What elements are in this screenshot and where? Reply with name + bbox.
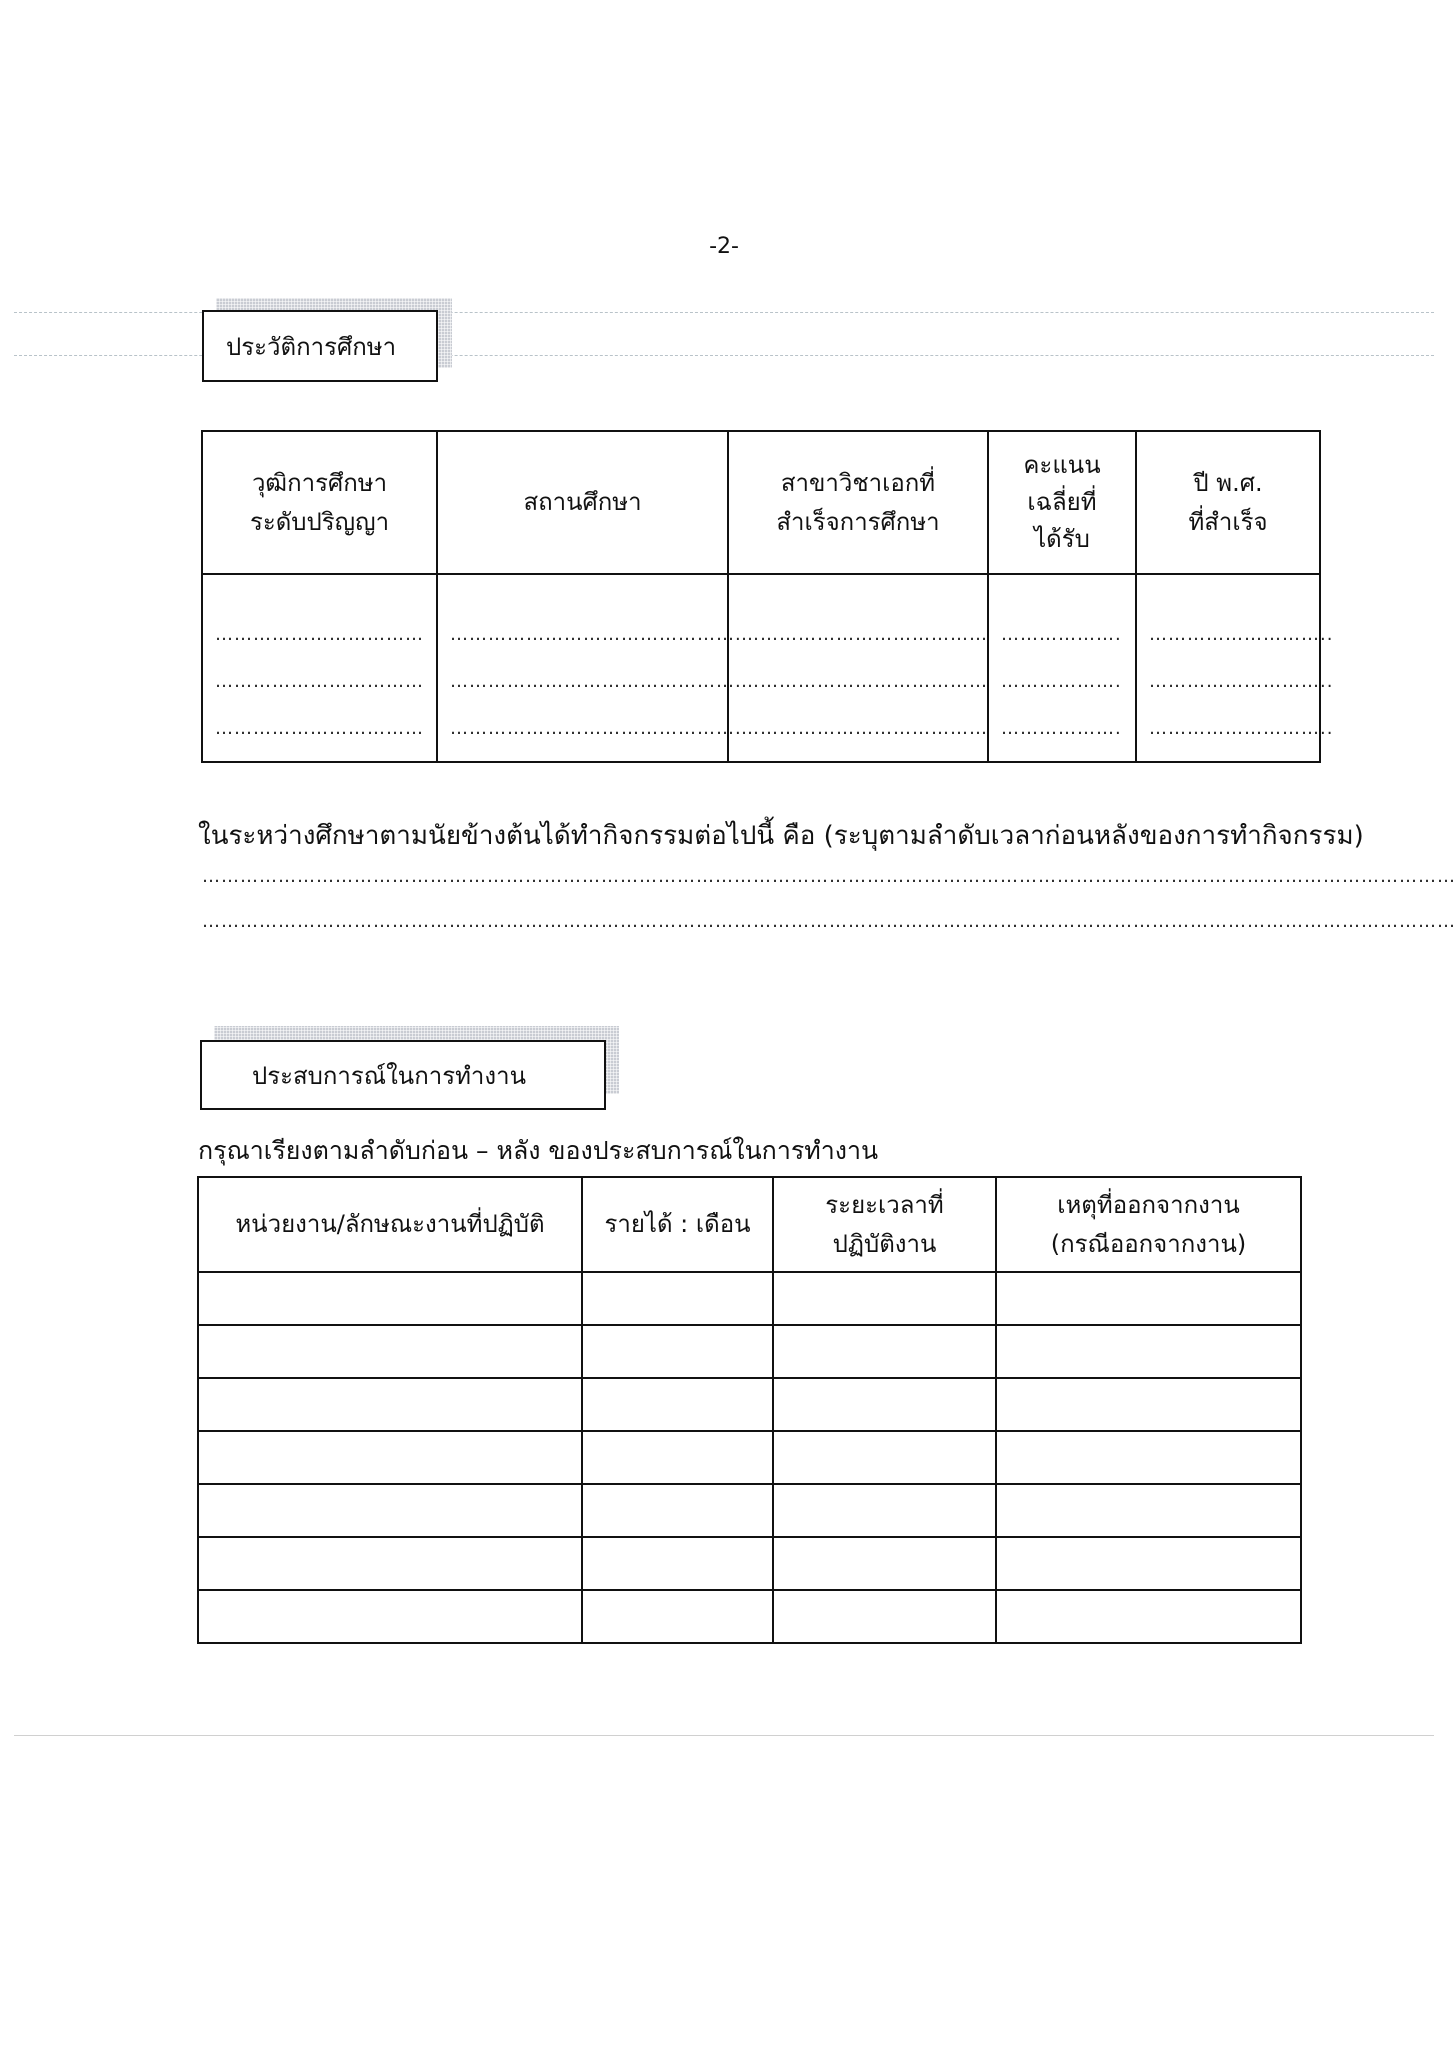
degree-blank[interactable]: …………………………… bbox=[215, 718, 424, 739]
education-header-row bbox=[202, 431, 1320, 574]
gpa-blank[interactable]: ………………. bbox=[1001, 718, 1122, 739]
col-degree-header: วุฒิการศึกษา ระดับปริญญา bbox=[202, 431, 437, 574]
employer-cell[interactable] bbox=[198, 1325, 582, 1378]
degree-blank[interactable]: …………………………… bbox=[215, 624, 424, 645]
duration-cell[interactable] bbox=[773, 1325, 996, 1378]
col-duration-header: ระยะเวลาที่ ปฏิบัติงาน bbox=[773, 1177, 996, 1272]
duration-cell[interactable] bbox=[773, 1431, 996, 1484]
col-employer-header: หน่วยงาน/ลักษณะงานที่ปฏิบัติ bbox=[198, 1177, 582, 1272]
col-income-header: รายได้ : เดือน bbox=[582, 1177, 773, 1272]
income-cell[interactable] bbox=[582, 1272, 773, 1325]
work-section-title bbox=[200, 1040, 606, 1110]
col-institution-header: สถานศึกษา bbox=[437, 431, 728, 574]
col-gpa-header: คะแนน เฉลี่ยที่ ได้รับ bbox=[988, 431, 1136, 574]
reason-cell[interactable] bbox=[996, 1537, 1301, 1590]
year-blank[interactable]: ……………………….. bbox=[1149, 671, 1334, 692]
scan-line-bottom bbox=[14, 1735, 1434, 1736]
reason-cell[interactable] bbox=[996, 1590, 1301, 1643]
work-header-row bbox=[198, 1177, 1301, 1272]
institution-blank[interactable]: ………………………………………. bbox=[450, 624, 742, 645]
duration-cell[interactable] bbox=[773, 1590, 996, 1643]
work-row bbox=[198, 1378, 1301, 1431]
work-row bbox=[198, 1537, 1301, 1590]
gpa-blank[interactable]: ………………. bbox=[1001, 624, 1122, 645]
activities-text: ในระหว่างศึกษาตามนัยข้างต้นได้ทำกิจกรรมต่อไปนี้ คือ (ระบุตามลำดับเวลาก่อนหลังของการทำกิจกรรม) bbox=[198, 821, 1364, 851]
reason-cell[interactable] bbox=[996, 1378, 1301, 1431]
page-number: -2- bbox=[709, 234, 739, 259]
reason-cell[interactable] bbox=[996, 1484, 1301, 1537]
reason-cell[interactable] bbox=[996, 1272, 1301, 1325]
institution-blank[interactable]: ………………………………………. bbox=[450, 671, 742, 692]
gpa-blank[interactable]: ………………. bbox=[1001, 671, 1122, 692]
education-section-title bbox=[202, 310, 438, 382]
year-cell bbox=[1136, 574, 1334, 762]
work-instruction: กรุณาเรียงตามลำดับก่อน – หลัง ของประสบการณ์ในการทำงาน bbox=[198, 1136, 879, 1165]
duration-cell[interactable] bbox=[773, 1484, 996, 1537]
duration-cell[interactable] bbox=[773, 1378, 996, 1431]
institution-cell bbox=[437, 574, 742, 762]
institution-blank[interactable]: ………………………………………. bbox=[450, 718, 742, 739]
employer-cell[interactable] bbox=[198, 1484, 582, 1537]
work-title-text: ประสบการณ์ในการทำงาน bbox=[252, 1061, 526, 1090]
work-row bbox=[198, 1272, 1301, 1325]
income-cell[interactable] bbox=[582, 1325, 773, 1378]
income-cell[interactable] bbox=[582, 1378, 773, 1431]
work-row bbox=[198, 1590, 1301, 1643]
work-row bbox=[198, 1325, 1301, 1378]
education-title-text: ประวัติการศึกษา bbox=[226, 332, 397, 361]
major-blank[interactable]: ………………………………… bbox=[741, 624, 988, 645]
gpa-cell bbox=[988, 574, 1136, 762]
work-row bbox=[198, 1484, 1301, 1537]
employer-cell[interactable] bbox=[198, 1537, 582, 1590]
duration-cell[interactable] bbox=[773, 1272, 996, 1325]
employer-cell[interactable] bbox=[198, 1272, 582, 1325]
year-blank[interactable]: ……………………….. bbox=[1149, 718, 1334, 739]
col-year-header: ปี พ.ศ. ที่สำเร็จ bbox=[1136, 431, 1320, 574]
income-cell[interactable] bbox=[582, 1431, 773, 1484]
major-cell bbox=[728, 574, 988, 762]
major-blank[interactable]: ………………………………… bbox=[741, 718, 988, 739]
activities-blank-line-2[interactable]: ……………………………………………………………………………………………………………………………………………………………………………… bbox=[202, 911, 1456, 932]
duration-cell[interactable] bbox=[773, 1537, 996, 1590]
work-table bbox=[197, 1176, 1302, 1644]
employer-cell[interactable] bbox=[198, 1590, 582, 1643]
degree-cell bbox=[202, 574, 437, 762]
income-cell[interactable] bbox=[582, 1484, 773, 1537]
education-body-row bbox=[202, 574, 1320, 762]
reason-cell[interactable] bbox=[996, 1431, 1301, 1484]
education-table bbox=[201, 430, 1334, 763]
income-cell[interactable] bbox=[582, 1590, 773, 1643]
activities-blank-line-1[interactable]: ……………………………………………………………………………………………………………………………………………………………………………… bbox=[202, 866, 1456, 887]
year-blank[interactable]: ……………………….. bbox=[1149, 624, 1334, 645]
income-cell[interactable] bbox=[582, 1537, 773, 1590]
reason-cell[interactable] bbox=[996, 1325, 1301, 1378]
employer-cell[interactable] bbox=[198, 1378, 582, 1431]
major-blank[interactable]: ………………………………… bbox=[741, 671, 988, 692]
degree-blank[interactable]: …………………………… bbox=[215, 671, 424, 692]
col-major-header: สาขาวิชาเอกที่ สำเร็จการศึกษา bbox=[728, 431, 988, 574]
col-reason-header: เหตุที่ออกจากงาน (กรณีออกจากงาน) bbox=[996, 1177, 1301, 1272]
employer-cell[interactable] bbox=[198, 1431, 582, 1484]
work-row bbox=[198, 1431, 1301, 1484]
